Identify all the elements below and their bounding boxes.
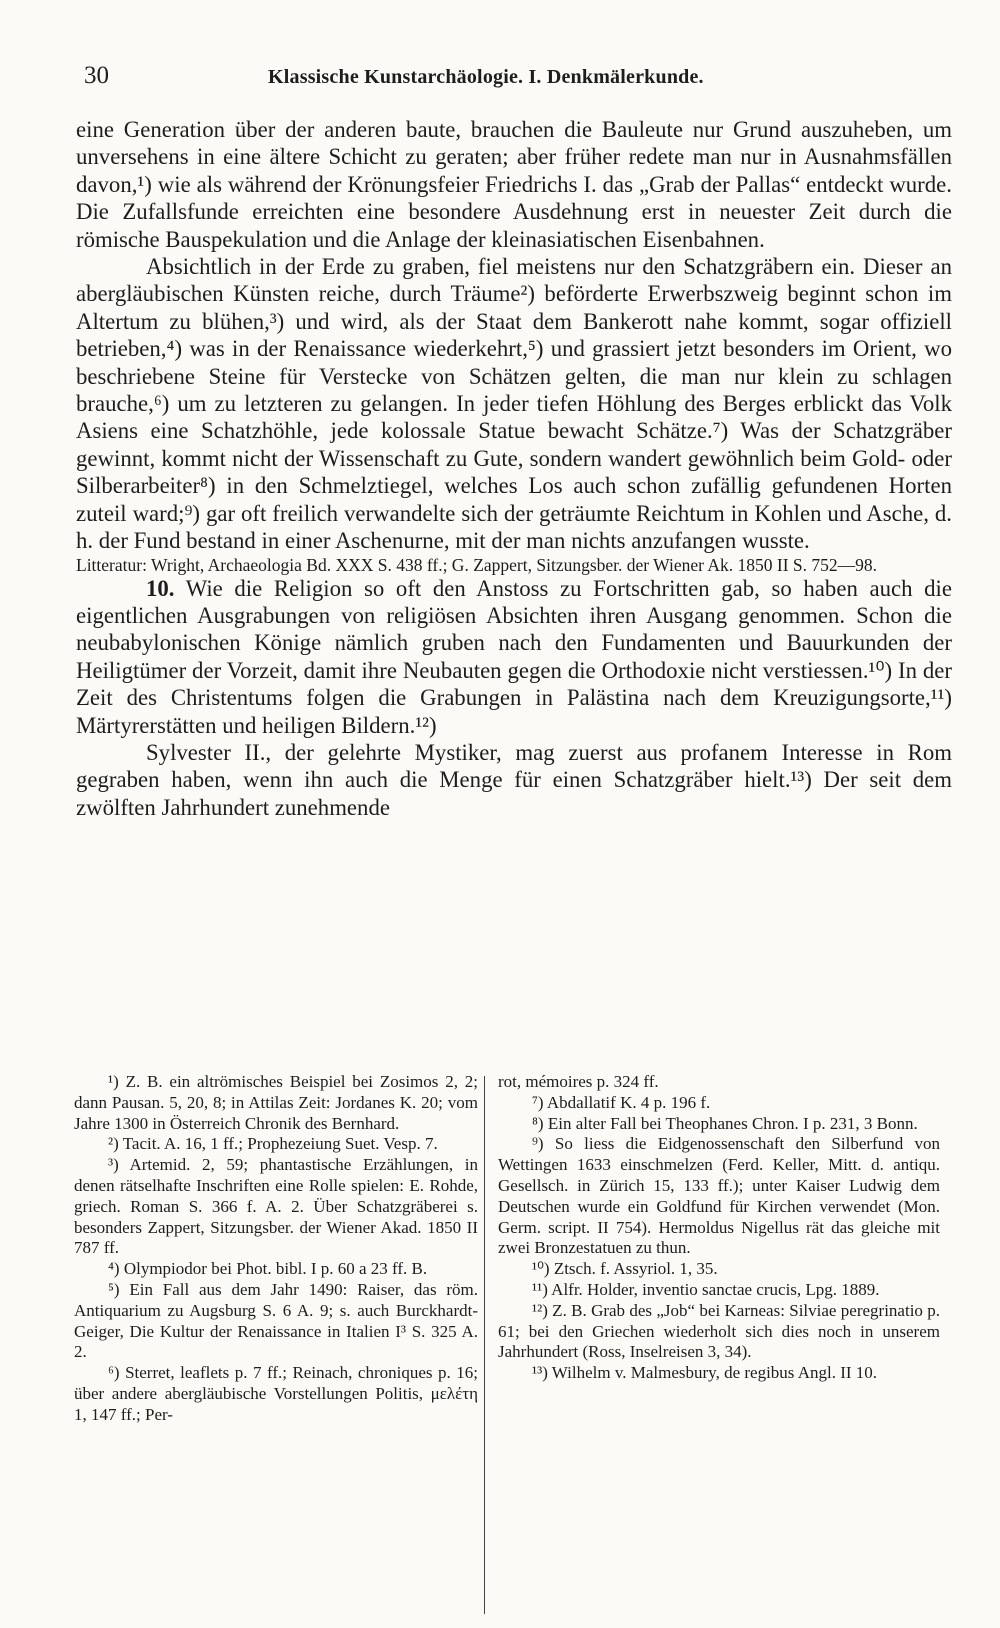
paragraph-1: eine Generation über der anderen baute, brauchen die Bauleute nur Grund auszuheben, um unversehens in eine ältere Schicht zu geraten; aber früher redete man nur in Ausnahmsfällen davon,¹) wie als während der Krönungsfeier Friedrichs I. das „Grab der Pallas“ entdeckt wurde. Die Zufallsfunde erreichten eine besondere Ausdehnung erst in neuester Zeit durch die römische Bauspekulation und die Anlage der kleinasiatischen Eisenbahnen. bbox=[76, 117, 952, 252]
footnote-4: ⁴) Olympiodor bei Phot. bibl. I p. 60 a 23 ff. B. bbox=[108, 1259, 428, 1279]
footnote-12: ¹²) Z. B. Grab des „Job“ bei Karneas: Silviae peregrinatio p. 61; bei den Griechen wiederholt sich dies noch in unserem Jahrhundert (Ross, Inselreisen 3, 34). bbox=[498, 1300, 940, 1362]
paragraph-4: Sylvester II., der gelehrte Mystiker, mag zuerst aus profanem Interesse in Rom gegraben haben, wenn ihn auch die Menge für einen Schatzgräber hielt.¹³) Der seit dem zwölften Jahrhundert zunehmende bbox=[76, 739, 952, 820]
page-number: 30 bbox=[84, 62, 109, 89]
main-text bbox=[76, 116, 952, 821]
footnote-2: ²) Tacit. A. 16, 1 ff.; Prophezeiung Suet. Vesp. 7. bbox=[108, 1134, 438, 1154]
section-10 bbox=[76, 575, 952, 739]
literature-note: Litteratur: Wright, Archaeologia Bd. XXX S. 438 ff.; G. Zappert, Sitzungsber. der Wiener Ak. 1850 II S. 752—98. bbox=[76, 554, 878, 575]
paragraph-3: Wie die Religion so oft den Anstoss zu Fortschritten gab, so haben auch die eigentlichen Ausgrabungen von religiösen Absichten ihren Ausgang genommen. Schon die neubabylonischen Könige nämlich gruben nach den Fundamenten und Bauurkunden der Heiligtümer der Vorzeit, damit ihre Neubauten gegen die Orthodoxie nicht verstiessen.¹⁰) In der Zeit des Christentums folgen die Grabungen in Palästina nach dem Kreuzigungsorte,¹¹) Märtyrerstätten und heiligen Bildern.¹²) bbox=[76, 575, 952, 738]
footnote-11: ¹¹) Alfr. Holder, inventio sanctae crucis, Lpg. 1889. bbox=[532, 1279, 880, 1299]
footnote-13: ¹³) Wilhelm v. Malmesbury, de regibus Angl. II 10. bbox=[532, 1363, 878, 1383]
footnote-10: ¹⁰) Ztsch. f. Assyriol. 1, 35. bbox=[532, 1259, 718, 1279]
footnote-9: ⁹) So liess die Eidgenossenschaft den Silberfund von Wettingen 1633 einschmelzen (Ferd. Keller, Mitt. d. antiqu. Gesellsch. in Zürich 15, 133 ff.); unter Kaiser Ludwig dem Deutschen wurde ein Goldfund für Kirchen verwendet (Mon. Germ. script. II 754). Hermoldus Nigellus rät das gleiche mit zwei Bronzestatuen zu thun. bbox=[498, 1134, 940, 1258]
footnote-8: ⁸) Ein alter Fall bei Theophanes Chron. I p. 231, 3 Bonn. bbox=[532, 1113, 918, 1133]
footnote-column-divider bbox=[484, 1076, 485, 1614]
footnote-1: ¹) Z. B. ein altrömisches Beispiel bei Zosimos 2, 2; dann Pausan. 5, 20, 8; in Attilas Zeit: Jordanes K. 20; vom Jahre 1300 in Österreich Chronik des Bernhard. bbox=[74, 1072, 478, 1133]
footnote-6-continued: rot, mémoires p. 324 ff. bbox=[498, 1072, 659, 1091]
footnote-5: ⁵) Ein Fall aus dem Jahr 1490: Raiser, das röm. Antiquarium zu Augsburg S. 6 A. 9; s. auch Burckhardt-Geiger, Die Kultur der Renaissance in Italien I³ S. 325 A. 2. bbox=[74, 1279, 478, 1362]
footnote-6: ⁶) Sterret, leaflets p. 7 ff.; Reinach, chroniques p. 16; über andere abergläubische Vorstellungen Politis, μελέτη 1, 147 ff.; Per- bbox=[74, 1363, 478, 1424]
footnotes-left-column bbox=[74, 1072, 478, 1426]
running-title: Klassische Kunstarchäologie. I. Denkmälerkunde. bbox=[268, 66, 704, 88]
footnote-3: ³) Artemid. 2, 59; phantastische Erzählungen, in denen rätselhafte Inschriften eine Rolle spielen: E. Rohde, griech. Roman S. 366 f. A. 2. Über Schatzgräberei s. besonders Zappert, Sitzungsber. der Wiener Akad. 1850 II 787 ff. bbox=[74, 1155, 478, 1258]
footnote-7: ⁷) Abdallatif K. 4 p. 196 f. bbox=[532, 1092, 711, 1112]
section-number: 10. bbox=[146, 575, 175, 601]
paragraph-2: Absichtlich in der Erde zu graben, fiel meistens nur den Schatzgräbern ein. Dieser an abergläubischen Künsten reiche, durch Träume²) beförderte Erwerbszweig beginnt schon im Altertum zu blühen,³) und wird, als der Staat dem Bankerott nahe kommt, sogar offiziell betrieben,⁴) was in der Renaissance wiederkehrt,⁵) und grassiert jetzt besonders im Orient, wo beschriebene Steine für Verstecke von Schätzen gelten, die man nur klein zu schlagen brauche,⁶) um zu letzteren zu gelangen. In jeder tiefen Höhlung des Berges erblickt das Volk Asiens eine Schatzhöhle, jede kolossale Statue bewacht Schätze.⁷) Was der Schatzgräber gewinnt, kommt nicht der Wissenschaft zu Gute, sondern wandert gewöhnlich beim Gold- oder Silberarbeiter⁸) in den Schmelztiegel, welches Los auch schon zufällig gefundenen Horten zuteil ward;⁹) gar oft freilich verwandelte sich der geträumte Reichtum in Kohlen und Asche, d. h. der Fund bestand in einer Aschenurne, mit der man nichts anzufangen wusste. bbox=[76, 254, 952, 554]
page-header bbox=[78, 62, 958, 98]
footnotes-right-column bbox=[498, 1072, 940, 1384]
